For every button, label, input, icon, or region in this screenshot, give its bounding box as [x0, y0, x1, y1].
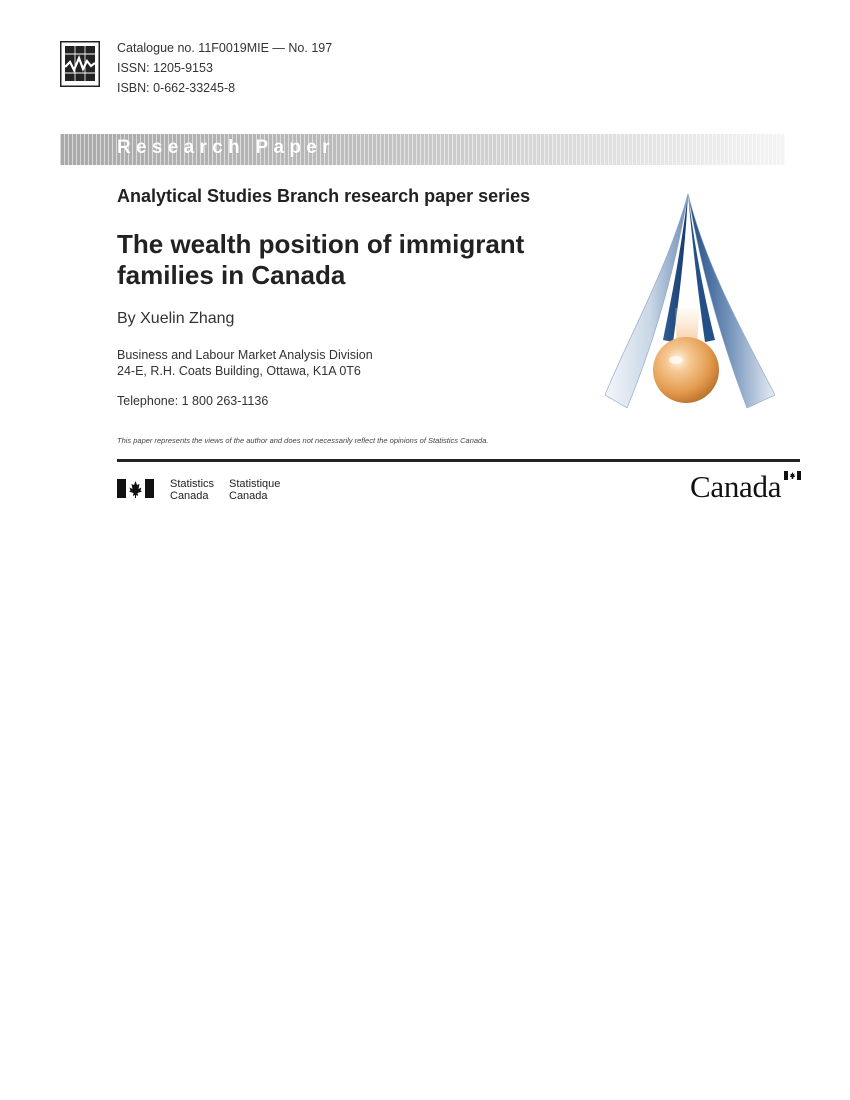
- title-line: The wealth position of immigrant: [117, 229, 525, 259]
- catalogue-logo-icon: [60, 41, 100, 87]
- signature-line: Statistics: [170, 478, 215, 490]
- footer-rule: [117, 459, 800, 462]
- canada-wordmark: Canada: [690, 469, 782, 504]
- research-paper-banner: [60, 134, 785, 165]
- isbn: ISBN: 0-662-33245-8: [117, 81, 236, 95]
- author-byline: By Xuelin Zhang: [117, 310, 235, 327]
- document-title: [117, 229, 587, 291]
- signature-english: [170, 479, 214, 502]
- catalog-info: [117, 38, 332, 98]
- signature-line: Statistique: [229, 478, 281, 490]
- series-title: Analytical Studies Branch research paper series: [117, 186, 531, 206]
- cone-sphere-illustration: [597, 190, 782, 420]
- telephone: Telephone: 1 800 263-1136: [117, 394, 269, 408]
- banner-label: Research Paper: [117, 137, 335, 158]
- signature-line: Canada: [229, 489, 268, 502]
- issn: ISSN: 1205-9153: [117, 61, 213, 75]
- catalogue-number: Catalogue no. 11F0019MIE — No. 197: [117, 41, 333, 55]
- title-line: families in Canada: [117, 260, 346, 290]
- address-line: Business and Labour Market Analysis Division: [117, 348, 373, 362]
- address-line: 24-E, R.H. Coats Building, Ottawa, K1A 0T6: [117, 364, 361, 378]
- address-block: [117, 347, 373, 379]
- signature-line: Canada: [170, 489, 209, 502]
- signature-french: [229, 479, 280, 502]
- canada-flag-icon: [117, 479, 154, 498]
- canada-wordmark-flag-icon: [784, 471, 801, 480]
- disclaimer: This paper represents the views of the author and does not necessarily reflect the opinions of Statistics Canada.: [117, 436, 489, 445]
